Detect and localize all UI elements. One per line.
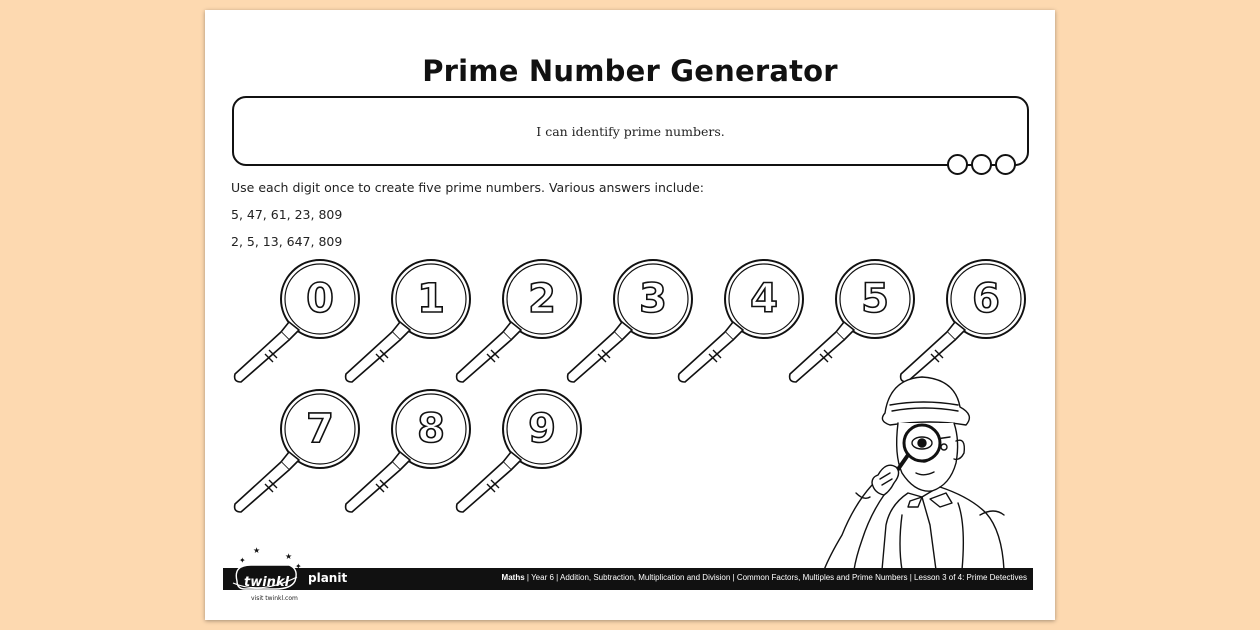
answer-line-1: 5, 47, 61, 23, 809 — [231, 207, 343, 222]
magnifier-digit-7 — [229, 388, 334, 518]
digit-label: 0 — [306, 276, 334, 322]
page-title: Prime Number Generator — [422, 54, 838, 88]
learning-objective-text: I can identify prime numbers. — [536, 124, 725, 139]
self-assessment-circles — [947, 154, 1016, 175]
magnifier-digit-1 — [340, 258, 445, 388]
instruction-text: Use each digit once to create five prime numbers. Various answers include: — [231, 180, 705, 195]
star-icon: ★ — [285, 552, 293, 561]
star-icon: ✦ — [295, 562, 302, 571]
digit-label: 3 — [639, 276, 667, 322]
digit-label: 9 — [528, 406, 556, 452]
worksheet-page — [205, 10, 1055, 620]
breadcrumb — [502, 573, 1027, 582]
subject-label: Maths — [501, 573, 525, 582]
rag-circle-icon[interactable] — [947, 154, 968, 175]
magnifier-digit-6 — [895, 258, 1000, 388]
twinkl-logo-text: twinkl — [244, 575, 290, 590]
magnifier-digit-2 — [451, 258, 556, 388]
digit-label: 6 — [972, 276, 1000, 322]
magnifier-digit-5 — [784, 258, 889, 388]
star-icon: ✦ — [239, 556, 246, 565]
footer — [223, 546, 1033, 602]
rag-circle-icon[interactable] — [971, 154, 992, 175]
digit-label: 2 — [528, 276, 556, 322]
visit-link[interactable]: visit twinkl.com — [251, 595, 298, 602]
digit-label: 5 — [861, 276, 889, 322]
rag-circle-icon[interactable] — [995, 154, 1016, 175]
digit-label: 8 — [417, 406, 445, 452]
planit-label: planit — [308, 571, 348, 585]
digit-label: 4 — [750, 276, 778, 322]
answer-line-2: 2, 5, 13, 647, 809 — [231, 234, 343, 249]
magnifier-digit-3 — [562, 258, 667, 388]
star-icon: ★ — [253, 546, 261, 555]
breadcrumb-path: | Year 6 | Addition, Subtraction, Multiplication and Division | Common Factors, Multiples and Prime Numbers | Lesson 3 of 4: Prime Detectives — [526, 573, 1027, 582]
magnifier-digit-0 — [229, 258, 334, 388]
digit-label: 7 — [306, 406, 334, 452]
detective-illustration — [790, 375, 1020, 570]
magnifier-digit-8 — [340, 388, 445, 518]
digit-label: 1 — [417, 276, 445, 322]
magnifier-digit-4 — [673, 258, 778, 388]
learning-objective-box — [232, 96, 1029, 166]
magnifier-digit-9 — [451, 388, 556, 518]
